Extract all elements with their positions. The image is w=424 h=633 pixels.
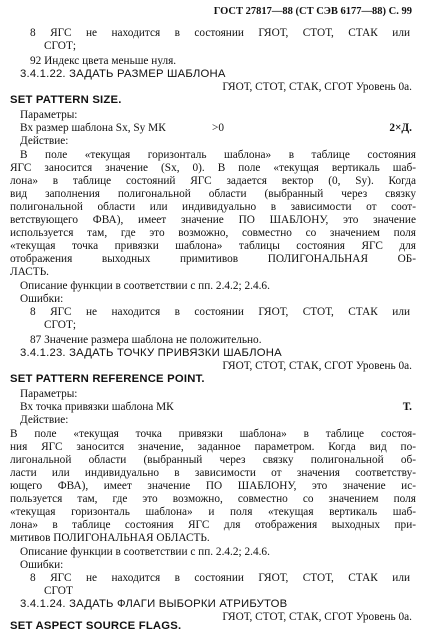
paragraph-line: ласти или индивидуально в зависимости от значения соответству- <box>10 467 416 479</box>
error-line: 8 ЯГС не находится в состоянии ГЯОТ, СТОТ, СТАК или <box>30 572 410 584</box>
paragraph-line: полигональной области или индивидуально в зависимости от соот- <box>10 201 416 213</box>
action-label: Действие: <box>20 135 69 147</box>
description-reference: Описание функции в соответствии с пп. 2.4.2; 2.4.6. <box>20 546 270 558</box>
error-line: 92 Индекс цвета меньше нуля. <box>30 55 177 67</box>
parameter-name: Вх размер шаблона Sx, Sy МК <box>20 122 166 134</box>
function-name: SET PATTERN REFERENCE POINT. <box>10 373 205 385</box>
parameter-type: 2×Д. <box>389 122 412 134</box>
paragraph-line: «текущая точка привязки шаблона» таблицы состояния ЯГС для <box>10 240 416 252</box>
parameter-constraint: >0 <box>212 122 225 134</box>
function-name: SET PATTERN SIZE. <box>10 94 122 106</box>
paragraph-line: митивов ПОЛИГОНАЛЬНАЯ ОБЛАСТЬ. <box>10 532 210 544</box>
errors-label: Ошибки: <box>20 293 64 305</box>
function-name: SET ASPECT SOURCE FLAGS. <box>10 620 182 632</box>
paragraph-line: ния ЯГС заносится значение, заданное параметром. Когда вид по- <box>10 441 416 453</box>
states-level-line: ГЯОТ, СТОТ, СТАК, СГОТ Уровень 0а. <box>222 81 412 93</box>
paragraph-line: В поле «текущая горизонталь шаблона» в таблице состояния <box>20 149 416 161</box>
paragraph-line: ющего ФВА), имеет значение ПО ШАБЛОНУ, это значение ис- <box>10 480 416 492</box>
paragraph-line: лона» в таблице состояний ЯГС задается вектор (0, Sy). Когда <box>10 175 416 187</box>
parameter-type: Т. <box>402 401 412 413</box>
error-line: 8 ЯГС не находится в состоянии ГЯОТ, СТОТ, СТАК или <box>30 306 410 318</box>
paragraph-line: ЯГС заносится значение (Sx, 0). В поле «текущая вертикаль шаб- <box>10 162 416 174</box>
parameter-name: Вх точка привязки шаблона МК <box>20 401 174 413</box>
error-line-continuation: СГОТ; <box>44 319 76 331</box>
paragraph-line: «текущая горизонталь шаблона» и поля «текущая вертикаль шаб- <box>10 506 416 518</box>
parameters-label: Параметры: <box>20 109 78 121</box>
paragraph-line: вид заполнения полигональной области (выбранный через связку <box>10 188 416 200</box>
states-level-line: ГЯОТ, СТОТ, СТАК, СГОТ Уровень 0а. <box>222 611 412 623</box>
paragraph-line: ЛАСТЬ. <box>10 266 50 278</box>
page-header: ГОСТ 27817—88 (СТ СЭВ 6177—88) С. 99 <box>213 6 412 17</box>
parameters-label: Параметры: <box>20 388 78 400</box>
errors-label: Ошибки: <box>20 559 64 571</box>
paragraph-line: ветствующего ФВА), имеет значение ПО ШАБЛОНУ, это значение <box>10 214 416 226</box>
error-line-continuation: СГОТ; <box>44 40 76 52</box>
section-heading: 3.4.1.23. ЗАДАТЬ ТОЧКУ ПРИВЯЗКИ ШАБЛОНА <box>20 347 282 359</box>
paragraph-line: используется там, где это возможно, совместно со значением поля <box>10 227 416 239</box>
paragraph-line: отображения выходных примитивов ПОЛИГОНАЛЬНАЯ ОБ- <box>10 253 416 265</box>
action-label: Действие: <box>20 414 69 426</box>
error-line: 8 ЯГС не находится в состоянии ГЯОТ, СТОТ, СТАК или <box>30 27 410 39</box>
states-level-line: ГЯОТ, СТОТ, СТАК, СГОТ Уровень 0а. <box>222 360 412 372</box>
paragraph-line: В поле «текущая точка привязки шаблона» в таблице состоя- <box>10 428 416 440</box>
description-reference: Описание функции в соответствии с пп. 2.4.2; 2.4.6. <box>20 280 270 292</box>
error-line: 87 Значение размера шаблона не положительно. <box>30 334 262 346</box>
paragraph-line: пользуется там, где это возможно, совместно со значением поля <box>10 493 416 505</box>
paragraph-line: лигональной области (выбранный через связку полигональной об- <box>10 454 416 466</box>
section-heading: 3.4.1.24. ЗАДАТЬ ФЛАГИ ВЫБОРКИ АТРИБУТОВ <box>20 598 288 610</box>
error-line-continuation: СГОТ <box>44 585 73 597</box>
section-heading: 3.4.1.22. ЗАДАТЬ РАЗМЕР ШАБЛОНА <box>20 68 226 80</box>
paragraph-line: лона» в таблице состояния ЯГС для отображения выходных при- <box>10 519 416 531</box>
